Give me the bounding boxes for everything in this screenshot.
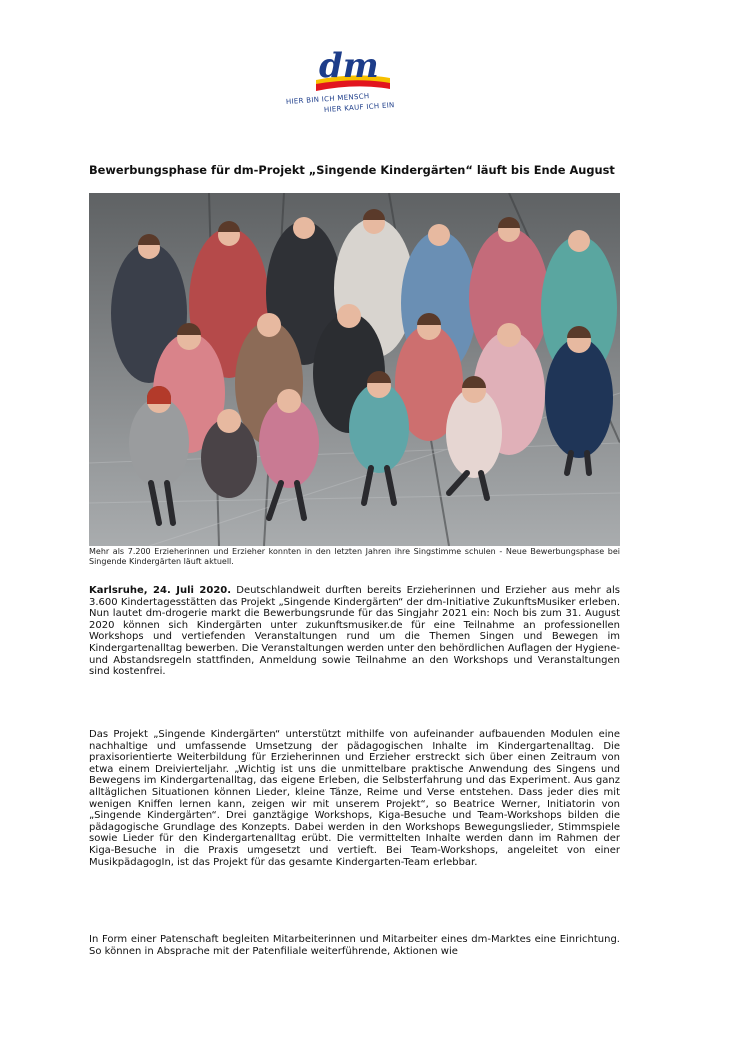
slogan-line-2: HIER KAUF ICH EIN bbox=[323, 101, 395, 114]
body-paragraph-1-text: Deutschlandweit durften bereits Erzieherinnen und Erzieher aus mehr als 3.600 Kindertagesstätten das Projekt „Singende Kindergärten“ der dm-Initiative ZukunftsMusiker erleben. Nun lautet dm-drogerie markt die Bewerbungsrunde für das Singjahr 2021 ein: Noch bis zum 31. August 2020 können sich Kindergärten unter zukunftsmusiker.de für eine Teilnahme an professionellen Workshops und vertiefenden Veranstaltungen rund um die Themen Singen und Bewegen im Kindergartenalltag bewerben. Die Veranstaltungen werden unter den behördlichen Auflagen der Hygiene- und Abstandsregeln stattfinden, Anmeldung sowie Teilnahme an den Workshops und Veranstaltungen sind kostenfrei. bbox=[89, 585, 621, 678]
dateline: Karlsruhe, 24. Juli 2020. bbox=[89, 585, 232, 596]
headline: Bewerbungsphase für dm-Projekt „Singende Kindergärten“ läuft bis Ende August bbox=[89, 163, 615, 177]
body-paragraph-1 bbox=[89, 585, 620, 678]
photo-caption: Mehr als 7.200 Erzieherinnen und Erzieher konnten in den letzten Jahren ihre Singstimme schulen - Neue Bewerbungsphase bei Singende Kindergärten läuft aktuell. bbox=[89, 547, 620, 566]
slogan-line-1: HIER BIN ICH MENSCH bbox=[285, 92, 370, 106]
group-photo bbox=[89, 193, 620, 546]
body-paragraph-3: In Form einer Patenschaft begleiten Mitarbeiterinnen und Mitarbeiter eines dm-Marktes eine Einrichtung. So können in Absprache mit der Patenfiliale weiterführende, Aktionen wie bbox=[89, 934, 620, 957]
group-photo-icon bbox=[89, 193, 620, 546]
dm-logo-mark bbox=[286, 44, 426, 96]
body-paragraph-2: Das Projekt „Singende Kindergärten“ unterstützt mithilfe von aufeinander aufbauenden Modulen eine nachhaltige und umfassende Umsetzung der pädagogischen Inhalte im Kindergartenalltag. Die praxisorientierte Weiterbildung für Erzieherinnen und Erzieher erstreckt sich über einen Zeitraum von etwa einem Dreivierteljahr. „Wichtig ist uns die unmittelbare praktische Anwendung des Singens und Bewegens im Kindergartenalltag, das eigene Erleben, die Selbsterfahrung und das Experiment. Aus ganz alltäglichen Situationen können Lieder, kleine Tänze, Reime und Verse entstehen. Dass jeder dies mit wenigen Kniffen lernen kann, zeigen wir mit unserem Projekt“, so Beatrice Werner, Initiatorin von „Singende Kindergärten“. Drei ganztägige Workshops, Kiga-Besuche und Team-Workshops bilden die pädagogische Grundlage des Konzepts. Dabei werden in den Workshops Bewegungslieder, Stimmspiele sowie Lieder für den Kindergartenalltag erübt. Die vermittelten Inhalte werden dann im Rahmen der Kiga-Besuche in die Praxis umgesetzt und vertieft. Bei Team-Workshops, angeleitet von einer MusikpädagogIn, ist das Projekt für das gesamte Kindergarten-Team erlebbar. bbox=[89, 729, 620, 868]
dm-wordmark: dm bbox=[319, 46, 379, 86]
